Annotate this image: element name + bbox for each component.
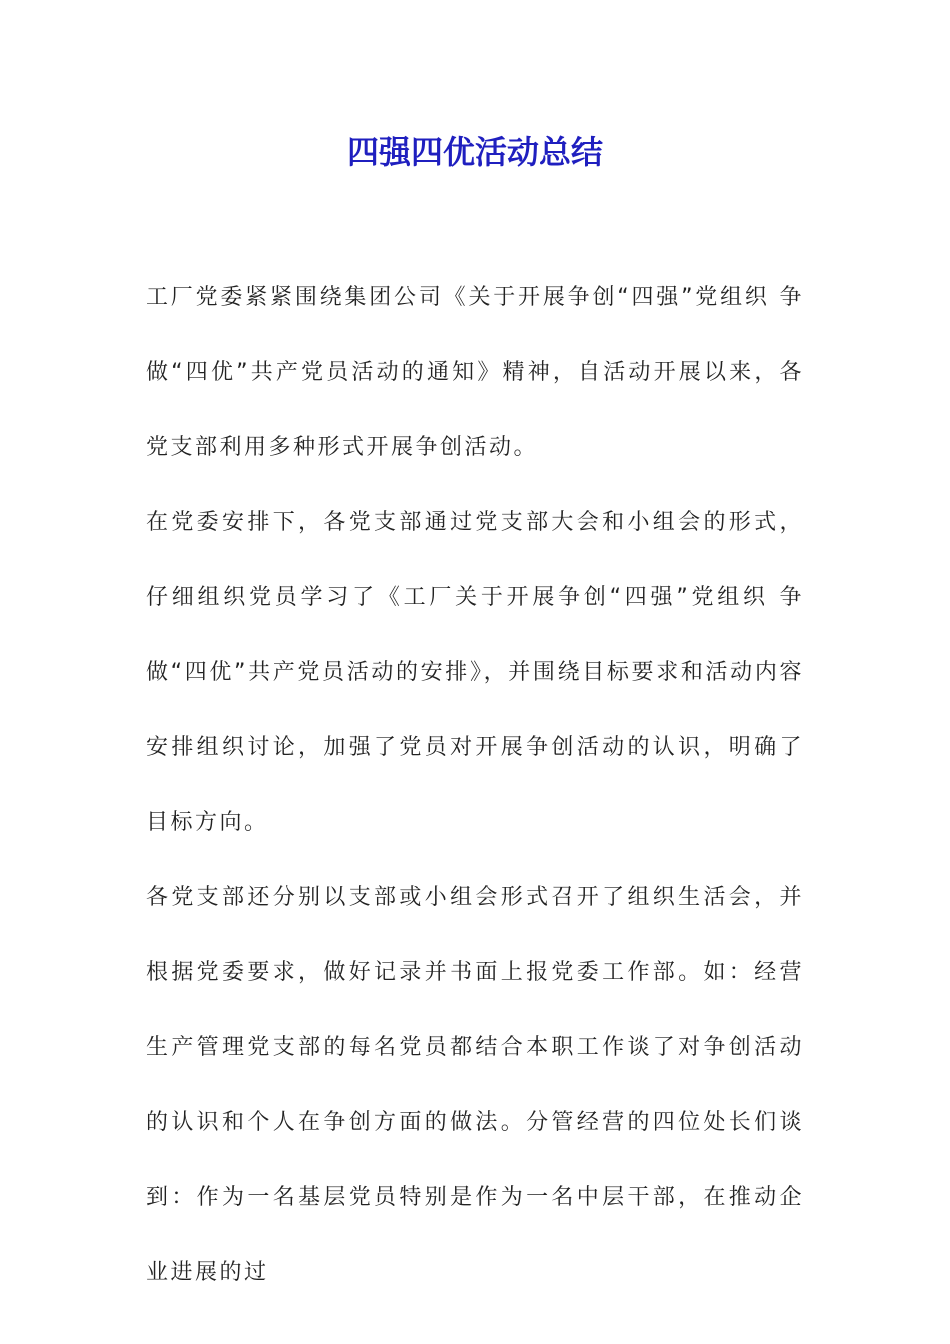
- paragraph-3: 各党支部还分别以支部或小组会形式召开了组织生活会，并根据党委要求，做好记录并书面上报党委工作部。如：经营生产管理党支部的每名党员都结合本职工作谈了对争创活动的认识和个人在争创方面的做法。分管经营的四位处长们谈到：作为一名基层党员特别是作为一名中层干部，在推动企业进展的过: [146, 885, 804, 1285]
- paragraph-1: 工厂党委紧紧围绕集团公司《关于开展争创“四强”党组织 争做“四优”共产党员活动的通知》精神，自活动开展以来，各党支部利用多种形式开展争创活动。: [146, 285, 804, 460]
- document-body: [146, 260, 804, 1310]
- document-title: 四强四优活动总结: [346, 133, 603, 171]
- paragraph-2: 在党委安排下，各党支部通过党支部大会和小组会的形式，仔细组织党员学习了《工厂关于开展争创“四强”党组织 争做“四优”共产党员活动的安排》，并围绕目标要求和活动内容安排组织讨论，加强了党员对开展争创活动的认识，明确了目标方向。: [146, 510, 804, 835]
